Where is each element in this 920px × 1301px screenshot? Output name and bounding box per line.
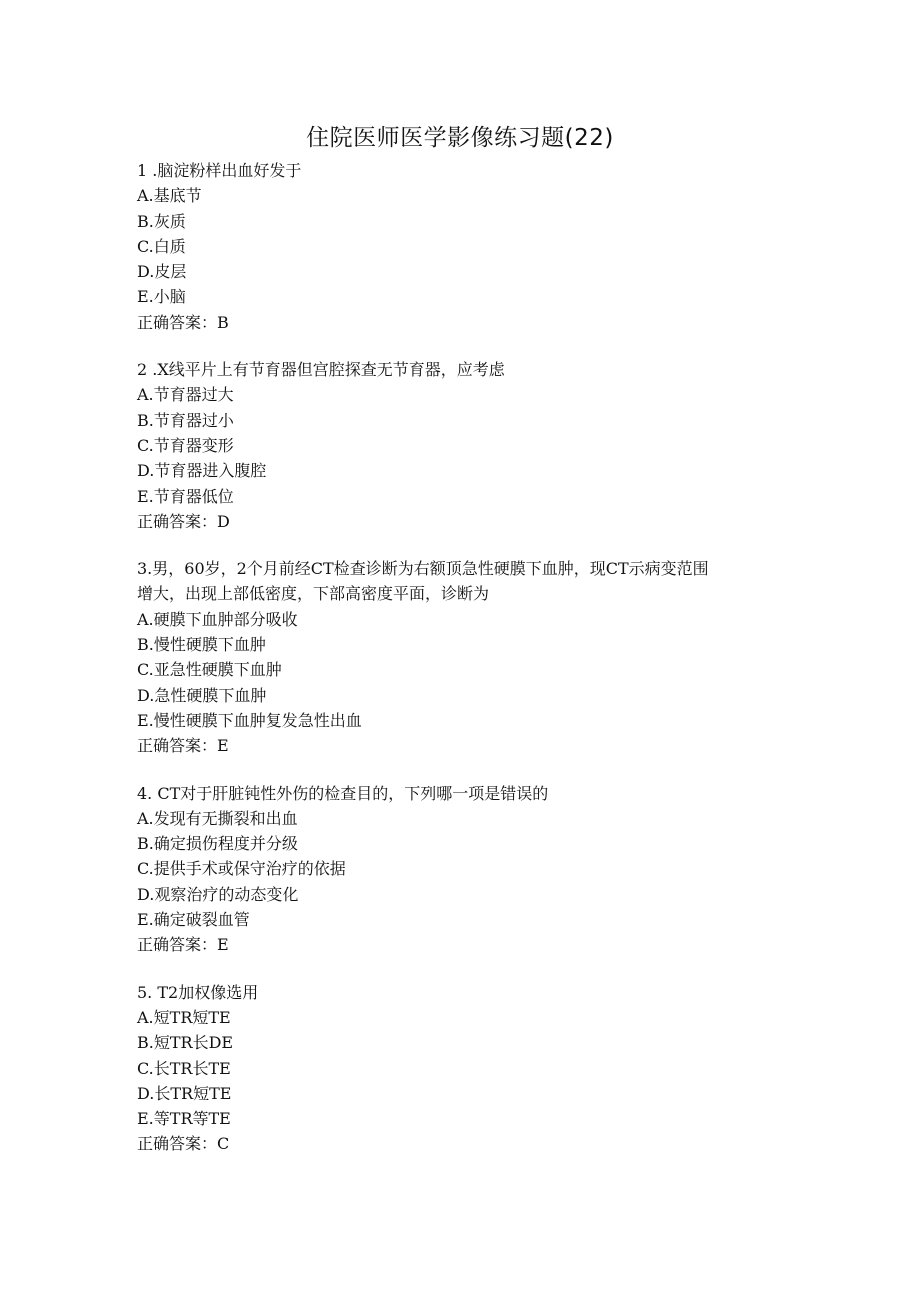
option-a: A.基底节	[137, 186, 202, 206]
option-e: E.节育器低位	[137, 486, 234, 506]
option-b: B.慢性硬膜下血肿	[137, 635, 266, 655]
option-d: D.皮层	[137, 262, 187, 282]
option-c: C.提供手术或保守治疗的依据	[137, 859, 346, 879]
question-5	[137, 980, 787, 1157]
option-b: B.灰质	[137, 211, 186, 231]
correct-answer: 正确答案：B	[137, 312, 229, 332]
correct-answer: 正确答案：D	[137, 511, 230, 531]
correct-answer: 正确答案：E	[137, 736, 229, 756]
question-stem: 5. T2加权像选用	[137, 982, 259, 1002]
option-c: C.节育器变形	[137, 435, 234, 455]
option-b: B.短TR长DE	[137, 1033, 234, 1053]
question-stem: 4. CT对于肝脏钝性外伤的检查目的，下列哪一项是错误的	[137, 783, 549, 803]
option-a: A.短TR短TE	[137, 1007, 231, 1027]
option-d: D.节育器进入腹腔	[137, 461, 267, 481]
document-title: 住院医师医学影像练习题(22)	[306, 125, 614, 151]
option-d: D.长TR短TE	[137, 1083, 232, 1103]
option-e: E.小脑	[137, 287, 186, 307]
question-4	[137, 781, 787, 958]
correct-answer: 正确答案：C	[137, 1134, 230, 1154]
option-c: C.白质	[137, 236, 186, 256]
correct-answer: 正确答案：E	[137, 935, 229, 955]
option-a: A.节育器过大	[137, 385, 234, 405]
option-d: D.观察治疗的动态变化	[137, 884, 299, 904]
option-a: A.硬膜下血肿部分吸收	[137, 609, 298, 629]
option-e: E.等TR等TE	[137, 1109, 231, 1129]
question-stem-line-1: 3.男，60岁，2个月前经CT检查诊断为右额顶急性硬膜下血肿，现CT示病变范围	[137, 559, 709, 579]
option-e: E.确定破裂血管	[137, 910, 250, 930]
option-e: E.慢性硬膜下血肿复发急性出血	[137, 710, 362, 730]
option-d: D.急性硬膜下血肿	[137, 685, 267, 705]
option-b: B.节育器过小	[137, 410, 234, 430]
question-2	[137, 357, 787, 534]
question-stem: 2 .X线平片上有节育器但宫腔探查无节育器，应考虑	[137, 360, 505, 380]
question-list	[137, 158, 787, 1179]
option-a: A.发现有无撕裂和出血	[137, 808, 298, 828]
option-c: C.长TR长TE	[137, 1058, 231, 1078]
question-1	[137, 158, 787, 335]
question-stem-line-2: 增大，出现上部低密度，下部高密度平面，诊断为	[137, 584, 490, 604]
option-b: B.确定损伤程度并分级	[137, 834, 298, 854]
option-c: C.亚急性硬膜下血肿	[137, 660, 282, 680]
question-3	[137, 556, 787, 758]
question-stem: 1 .脑淀粉样出血好发于	[137, 161, 302, 180]
